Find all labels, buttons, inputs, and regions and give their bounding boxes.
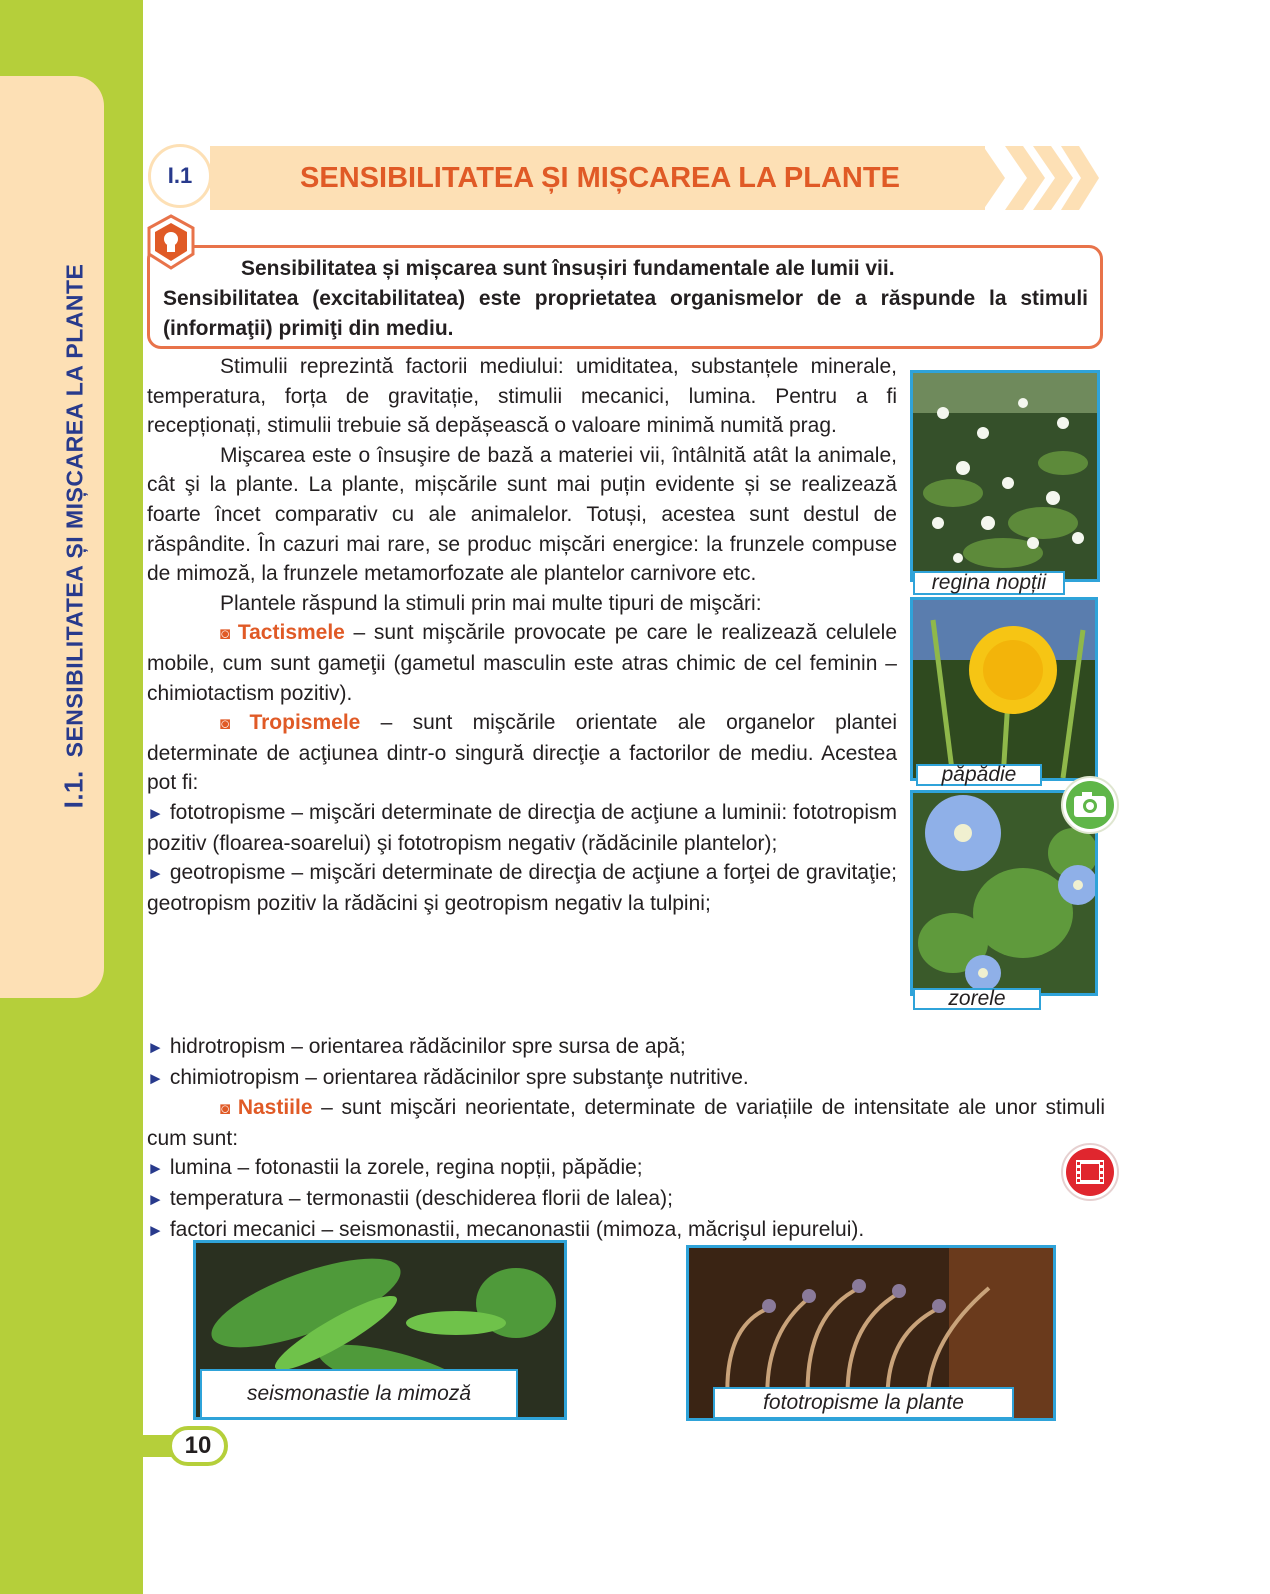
film-icon[interactable] [1060, 1142, 1120, 1202]
paragraph-miscarea: Mişcarea este o însuşire de bază a materiei vii, întâlnită atât la animale, cât şi la plante. La plante, mișcările sunt mai puțin evidente și se realizează foarte încet comparativ cu ale animalelor. Totuși, acestea sunt destul de răspândite. În cazuri mai rare, se produc mișcări energice: la frunzele compuse de mimoză, la frunzele metamorfozate ale plantelor carnivore etc. [147, 443, 897, 586]
chapter-title: SENSIBILITATEA ȘI MIȘCAREA LA PLANTE [61, 263, 88, 758]
caption-fototropisme: fototropisme la plante [713, 1387, 1014, 1419]
chevron-arrows-icon [985, 146, 1100, 210]
square-bullet-icon: ◙ [220, 1099, 238, 1119]
caption-papadie: păpădie [916, 764, 1042, 786]
camera-icon[interactable] [1060, 775, 1120, 835]
bullet-chimiotropism: chimiotropism – orientarea rădăcinilor spre substanţe nutritive. [169, 1065, 749, 1089]
paragraph-tropisme [147, 708, 897, 798]
nastii-definition: – sunt mişcări neorientate, determinate de variațiile de intensitate ale unor stimuli cum sunt: [147, 1096, 1105, 1150]
paragraph-nastii [147, 1093, 1105, 1153]
bullet-fototropisme: fototropisme – mişcări determinate de direcţia de acţiune a luminii: fototropism pozitiv (floarea-soarelui) şi fototropism negativ (rădăcinile plantelor); [147, 800, 897, 855]
lesson-number: I.1 [167, 163, 193, 188]
chapter-number: I.1. [58, 770, 89, 809]
chapter-side-label [59, 264, 90, 809]
caption-zorele: zorele [913, 988, 1041, 1010]
list-item [147, 798, 897, 858]
paragraph-tipuri: Plantele răspund la stimuli prin mai multe tipuri de mişcări: [220, 591, 762, 615]
bullet-geotropisme: geotropisme – mişcări determinate de direcţia de acţiune a forţei de gravitaţie; geotropism pozitiv la rădăcini şi geotropism negativ la tulpini; [147, 861, 897, 915]
page-title: SENSIBILITATEA ȘI MIȘCAREA LA PLANTE [300, 161, 900, 194]
lesson-badge [148, 144, 212, 208]
caption-mimoza: seismonastie la mimoză [200, 1369, 518, 1419]
body-column [147, 352, 897, 918]
definition-line-1: Sensibilitatea și mișcarea sunt însușiri fundamentale ale lumii vii. [241, 257, 895, 280]
dandelion-image [913, 600, 1095, 778]
bullet-temperatura: temperatura – termonastii (deschiderea florii de lalea); [169, 1186, 673, 1210]
list-item [147, 1063, 1105, 1094]
bullet-hidrotropism: hidrotropism – orientarea rădăcinilor spre sursa de apă; [169, 1035, 686, 1058]
bullet-factori-mecanici: factori mecanici – seismonastii, mecanonastii (mimoza, măcrişul iepurelui). [169, 1217, 865, 1241]
definition-line-2: Sensibilitatea (excitabilitatea) este proprietatea organismelor de a răspunde la stimuli (informaţii) primiţi din mediu. [163, 287, 1088, 340]
triangle-bullet-icon: ► [147, 803, 164, 823]
page-number: 10 [168, 1426, 228, 1466]
white-flowers-image [913, 373, 1097, 579]
list-item [147, 1032, 1105, 1063]
triangle-bullet-icon: ► [147, 1068, 164, 1088]
triangle-bullet-icon: ► [147, 1220, 164, 1240]
bullet-lumina: lumina – fotonastii la zorele, regina nopții, păpădie; [169, 1156, 643, 1180]
body-column-wide [147, 1032, 1105, 1245]
paragraph-stimuli: Stimulii reprezintă factorii mediului: umiditatea, substanțele minerale, temperatura, forța de gravitație, stimulii mecanici, lumina. Pentru a fi recepționați, stimulii trebuie să depășească o valoare minimă numită prag. [147, 355, 897, 438]
tactisme-definition: – sunt mişcările provocate pe care le realizează celulele mobile, cum sunt gameţii (gametul masculin este atras chimic de cel feminin – chimiotactism pozitiv). [147, 621, 898, 705]
square-bullet-icon: ◙ [220, 714, 250, 734]
term-tactisme: Tactismele [237, 621, 345, 645]
triangle-bullet-icon: ► [147, 1189, 164, 1209]
tropisme-definition: – sunt mişcările orientate ale organelor plantei determinate de acţiunea dintr-o singură direcţie a factorilor de mediu. Acestea pot fi: [147, 711, 897, 795]
term-nastii: Nastiile [237, 1096, 313, 1120]
triangle-bullet-icon: ► [147, 1038, 164, 1057]
list-item [147, 1153, 1105, 1184]
triangle-bullet-icon: ► [147, 1159, 164, 1179]
paragraph-tactisme [147, 618, 897, 708]
list-item [147, 1184, 1105, 1215]
definition-text [163, 254, 1088, 344]
square-bullet-icon: ◙ [220, 624, 238, 644]
photo-regina-noptii [910, 370, 1100, 582]
list-item [147, 858, 897, 918]
photo-papadie [910, 597, 1098, 781]
term-tropisme: Tropismele [249, 711, 361, 735]
caption-regina-noptii: regina nopții [913, 571, 1065, 595]
triangle-bullet-icon: ► [147, 864, 164, 884]
